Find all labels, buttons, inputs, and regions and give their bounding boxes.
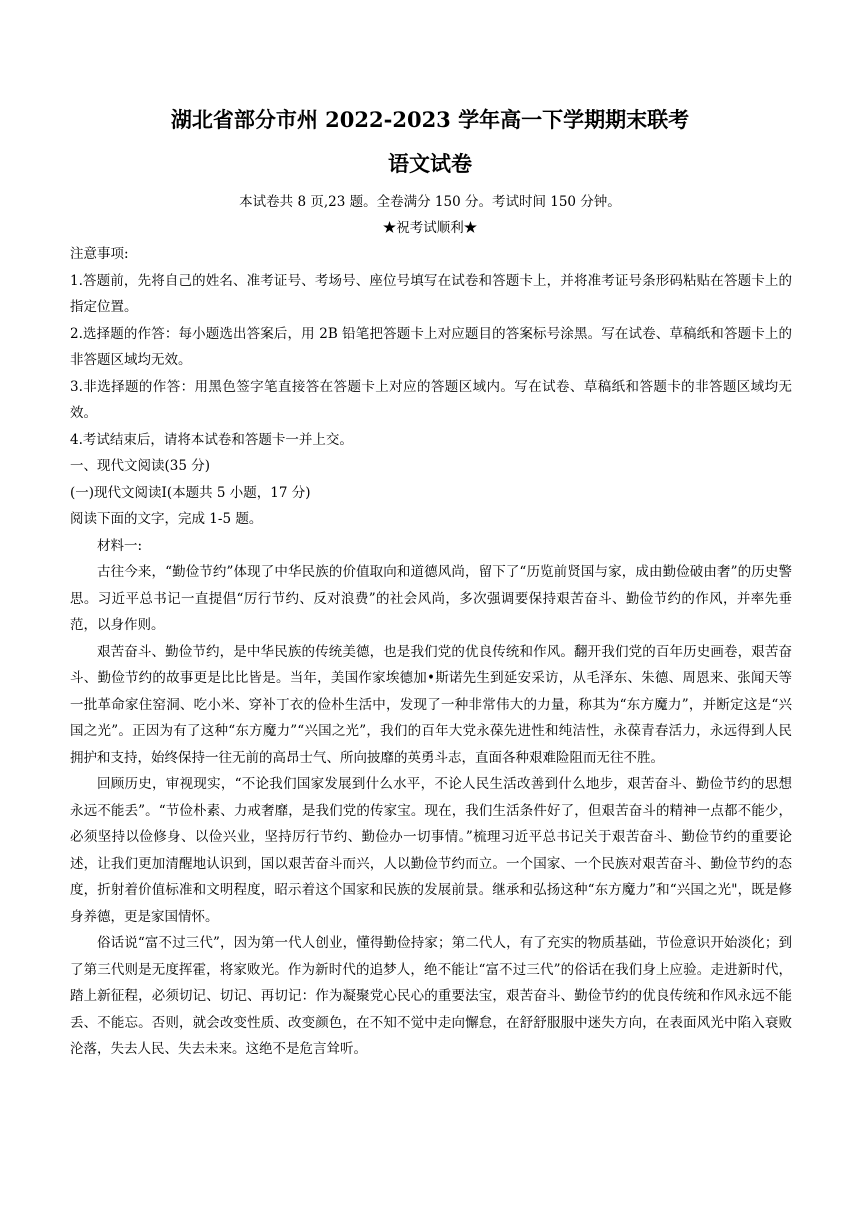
exam-info: 本试卷共 8 页,23 题。全卷满分 150 分。考试时间 150 分钟。 [239, 194, 621, 210]
material-label: 材料一: [97, 537, 143, 554]
part-heading: 一、现代文阅读(35 分) [70, 458, 211, 474]
material-paragraph: 俗话说“富不过三代”，因为第一代人创业，懂得勤俭持家；第二代人，有了充实的物质基础，节俭意识开始淡化；到了第三代则是无度挥霍，将家败光。作为新时代的追梦人，绝不能让“富不过三代”的俗话在我们身上应验。走进新时代，踏上新征程，必须切记、切记、再切记：作为凝聚党心民心的重要法宝，艰苦奋斗、勤俭节约的优良传统和作风永远不能丢、不能忘。否则，就会改变性质、改变颜色，在不知不觉中走向懈怠，在舒舒服服中迷失方向，在表面风光中陷入衰败沦落，失去人民、失去未来。这绝不是危言耸听。 [70, 935, 792, 1057]
exam-body [70, 241, 792, 1063]
material-paragraph: 古往今来，“勤俭节约”体现了中华民族的价值取向和道德风尚，留下了“历览前贤国与家，成由勤俭破由奢”的历史警思。习近平总书记一直提倡“厉行节约、反对浪费”的社会风尚，多次强调要保持艰苦奋斗、勤俭节约的作风，并率先垂范，以身作则。 [70, 564, 792, 633]
reading-instruction: 阅读下面的文字，完成 1-5 题。 [70, 511, 263, 527]
material-paragraph: 艰苦奋斗、勤俭节约，是中华民族的传统美德，也是我们党的优良传统和作风。翻开我们党的百年历史画卷，艰苦奋斗、勤俭节约的故事更是比比皆是。当年，美国作家埃德加•斯诺先生到延安采访，从毛泽东、朱德、周恩来、张闻天等一批革命家住窑洞、吃小米、穿补丁衣的俭朴生活中，发现了一种非常伟大的力量，称其为“东方魔力”，并断定这是“兴国之光”。正因为有了这种“东方魔力”“兴国之光”，我们的百年大党永葆先进性和纯洁性，永葆青春活力，永远得到人民拥护和支持，始终保持一往无前的高昂士气、所向披靡的英勇斗志，直面各种艰难险阻而无往不胜。 [70, 643, 792, 766]
sub-heading: (一)现代文阅读Ⅰ(本题共 5 小题，17 分) [70, 484, 311, 501]
note-item: 3.非选择题的作答：用黑色签字笔直接答在答题卡上对应的答题区域内。写在试卷、草稿纸和答题卡的非答题区域均无效。 [70, 378, 792, 421]
blessing-line: ★祝考试顺利★ [382, 220, 478, 236]
note-item: 4.考试结束后，请将本试卷和答题卡一并上交。 [70, 431, 353, 448]
exam-title: 湖北省部分市州 2022-2023 学年高一下学期期末联考 [170, 107, 690, 132]
notes-heading: 注意事项: [70, 246, 129, 262]
note-item: 2.选择题的作答：每小题选出答案后，用 2B 铅笔把答题卡上对应题目的答案标号涂黑。写在试卷、草稿纸和答题卡上的非答题区域均无效。 [70, 325, 792, 368]
note-item: 1.答题前，先将自己的姓名、准考证号、考场号、座位号填写在试卷和答题卡上，并将准考证号条形码粘贴在答题卡上的指定位置。 [70, 272, 792, 315]
material-paragraph: 回顾历史，审视现实，“不论我们国家发展到什么水平，不论人民生活改善到什么地步，艰苦奋斗、勤俭节约的思想永远不能丢”。“节俭朴素、力戒奢靡，是我们党的传家宝。现在，我们生活条件好了，但艰苦奋斗的精神一点都不能少，必须坚持以俭修身、以俭兴业，坚持厉行节约、勤俭办一切事情。”梳理习近平总书记关于艰苦奋斗、勤俭节约的重要论述，让我们更加清醒地认识到，国以艰苦奋斗而兴，人以勤俭节约而立。一个国家、一个民族对艰苦奋斗、勤俭节约的态度，折射着价值标准和文明程度，昭示着这个国家和民族的发展前景。继承和弘扬这种“东方魔力”和“兴国之光"，既是修身养德，更是家国情怀。 [70, 776, 792, 925]
exam-subtitle: 语文试卷 [388, 151, 472, 176]
